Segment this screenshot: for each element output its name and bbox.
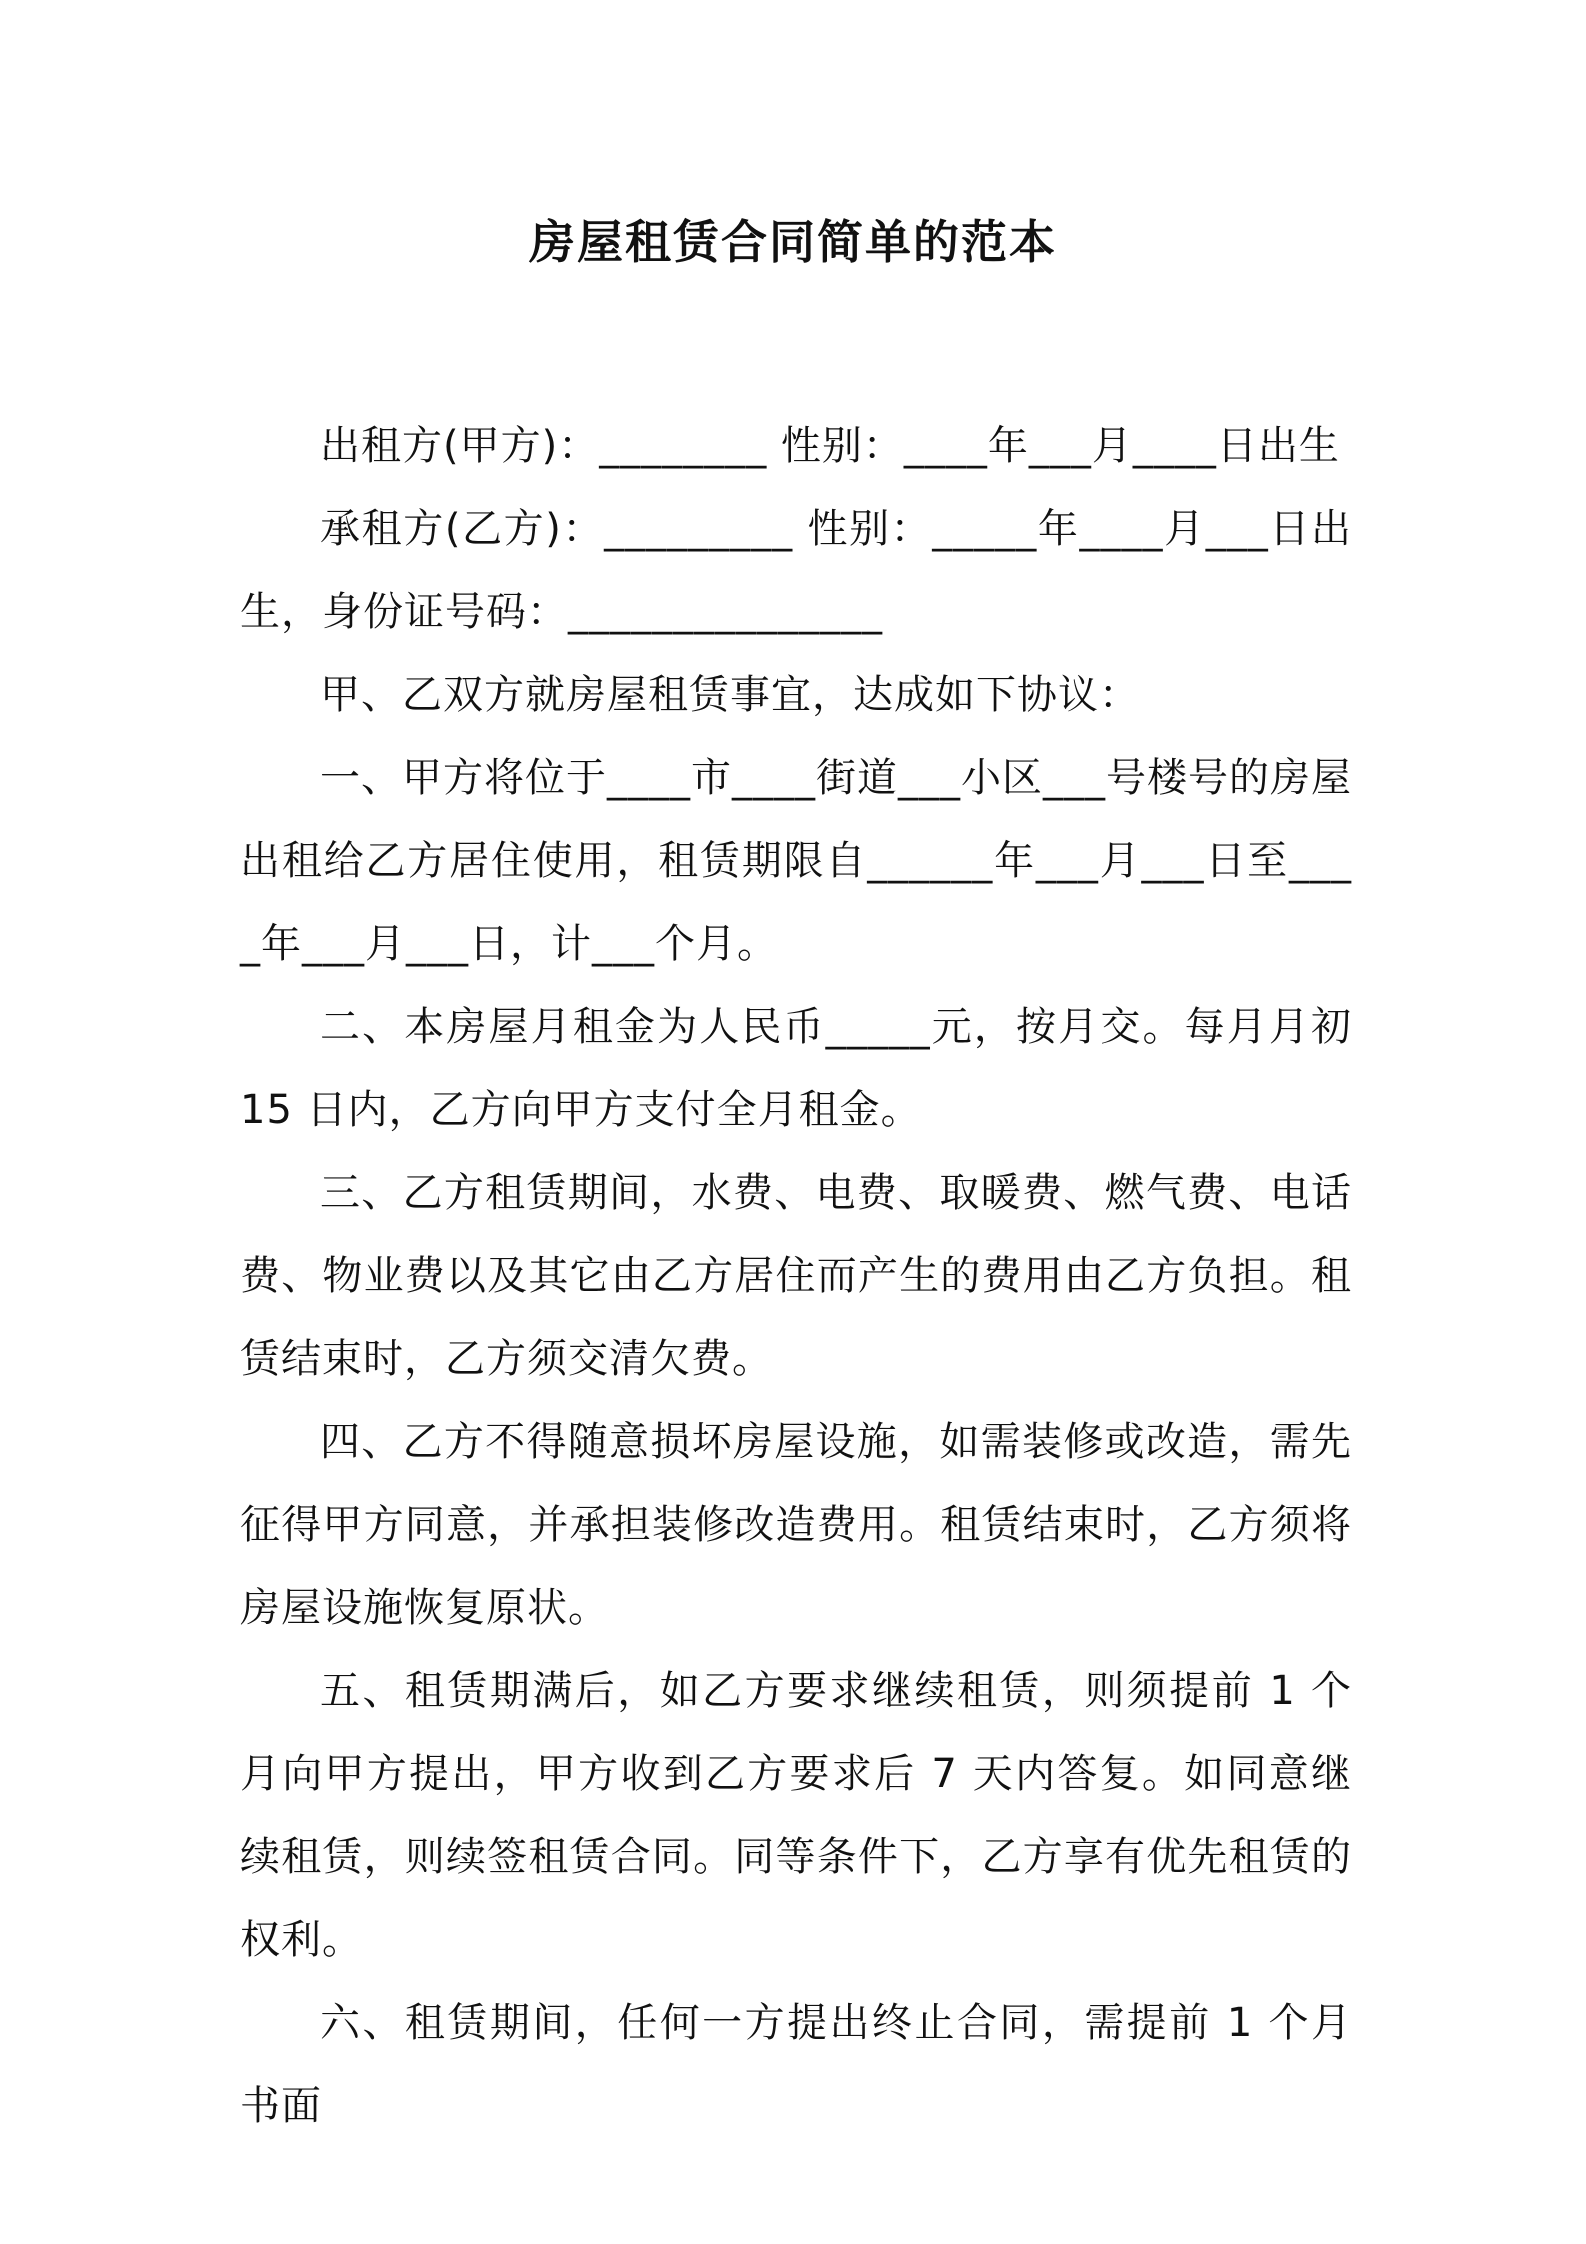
lessor-info-paragraph: 出租方(甲方)：________ 性别：____年___月____日出生 <box>320 423 1340 469</box>
clause-5-paragraph: 五、租赁期满后，如乙方要求继续租赁，则须提前 1 个月向甲方提出，甲方收到乙方要求后 7 天内答复。如同意继续租赁，则续签租赁合同。同等条件下，乙方享有优先租赁的权利。 <box>240 1668 1352 1963</box>
clause-3-paragraph: 三、乙方租赁期间，水费、电费、取暖费、燃气费、电话费、物业费以及其它由乙方居住而产生的费用由乙方负担。租赁结束时，乙方须交清欠费。 <box>240 1170 1352 1382</box>
document-title: 房屋租赁合同简单的范本 <box>529 215 1057 269</box>
clause-6-paragraph: 六、租赁期间，任何一方提出终止合同，需提前 1 个月书面 <box>240 2000 1352 2129</box>
clause-2-paragraph: 二、本房屋月租金为人民币_____元，按月交。每月月初 15 日内，乙方向甲方支付全月租金。 <box>240 1004 1352 1133</box>
clause-4-paragraph: 四、乙方不得随意损坏房屋设施，如需装修或改造，需先征得甲方同意，并承担装修改造费用。租赁结束时，乙方须将房屋设施恢复原状。 <box>240 1419 1352 1631</box>
document-body <box>240 405 1352 2148</box>
lessee-info-paragraph: 承租方(乙方)：_________ 性别：_____年____月___日出生，身份证号码：_______________ <box>240 506 1352 635</box>
clause-1-paragraph: 一、甲方将位于____市____街道___小区___号楼号的房屋出租给乙方居住使用，租赁期限自______年___月___日至____年___月___日，计___个月。 <box>240 755 1352 967</box>
agreement-intro-paragraph: 甲、乙双方就房屋租赁事宜，达成如下协议： <box>320 672 1140 718</box>
